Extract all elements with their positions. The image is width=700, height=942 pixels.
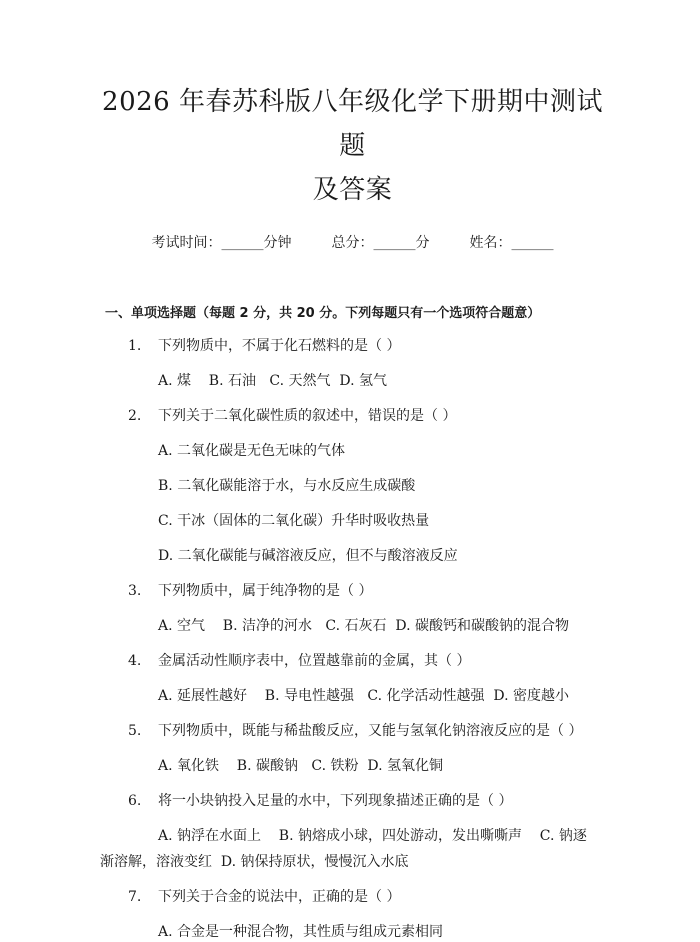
question-number: 6. — [128, 793, 142, 809]
question-options: A. 延展性越好 B. 导电性越强 C. 化学活动性越强 D. 密度越小 — [158, 688, 569, 704]
question-options: A. 煤 B. 石油 C. 天然气 D. 氢气 — [158, 373, 387, 389]
question-number: 3. — [128, 583, 142, 599]
question-options-line-2: 渐溶解，溶液变红 D. 钠保持原状，慢慢沉入水底 — [100, 854, 409, 870]
question-number: 1. — [128, 338, 142, 354]
total-score-field: 总分：______分 — [331, 235, 430, 251]
option-c: C. 干冰（固体的二氧化碳）升华时吸收热量 — [158, 513, 430, 529]
name-field: 姓名：______ — [469, 235, 554, 251]
title-line-1: 2026 年春苏科版八年级化学下册期中测试题 — [102, 87, 603, 161]
option-a: A. 合金是一种混合物，其性质与组成元素相同 — [158, 924, 444, 940]
question-2 — [100, 406, 605, 566]
question-number: 5. — [128, 723, 142, 739]
question-stem: 将一小块钠投入足量的水中，下列现象描述正确的是（ ） — [158, 793, 513, 809]
question-number: 4. — [128, 653, 142, 669]
option-a: A. 二氧化碳是无色无味的气体 — [158, 443, 346, 459]
question-6 — [100, 791, 605, 872]
option-d: D. 二氧化碳能与碱溶液反应，但不与酸溶液反应 — [158, 548, 458, 564]
question-4 — [100, 651, 605, 706]
question-options: A. 空气 B. 洁净的河水 C. 石灰石 D. 碳酸钙和碳酸钠的混合物 — [158, 618, 569, 634]
question-stem: 下列物质中，属于纯净物的是（ ） — [158, 583, 373, 599]
section-heading: 一、单项选择题（每题 2 分，共 20 分。下列每题只有一个选项符合题意） — [105, 306, 541, 321]
title-line-2: 及答案 — [312, 175, 393, 205]
exam-info-row — [100, 232, 605, 252]
question-3 — [100, 581, 605, 636]
document-title — [100, 0, 605, 212]
question-stem: 下列关于二氧化碳性质的叙述中，错误的是（ ） — [158, 408, 457, 424]
question-stem: 下列物质中，不属于化石燃料的是（ ） — [158, 338, 401, 354]
option-b: B. 二氧化碳能溶于水，与水反应生成碳酸 — [158, 478, 416, 494]
question-1 — [100, 336, 605, 391]
question-number: 2. — [128, 408, 142, 424]
question-stem: 下列物质中，既能与稀盐酸反应，又能与氢氧化钠溶液反应的是（ ） — [158, 723, 583, 739]
exam-time-field: 考试时间：______分钟 — [151, 235, 292, 251]
question-5 — [100, 721, 605, 776]
question-options: A. 氧化铁 B. 碳酸钠 C. 铁粉 D. 氢氧化铜 — [158, 758, 443, 774]
question-stem: 金属活动性顺序表中，位置越靠前的金属，其（ ） — [158, 653, 471, 669]
question-7 — [100, 887, 605, 942]
question-options-line-1: A. 钠浮在水面上 B. 钠熔成小球，四处游动，发出嘶嘶声 C. 钠逐 — [158, 828, 587, 844]
question-number: 7. — [128, 889, 142, 905]
question-stem: 下列关于合金的说法中，正确的是（ ） — [158, 889, 401, 905]
